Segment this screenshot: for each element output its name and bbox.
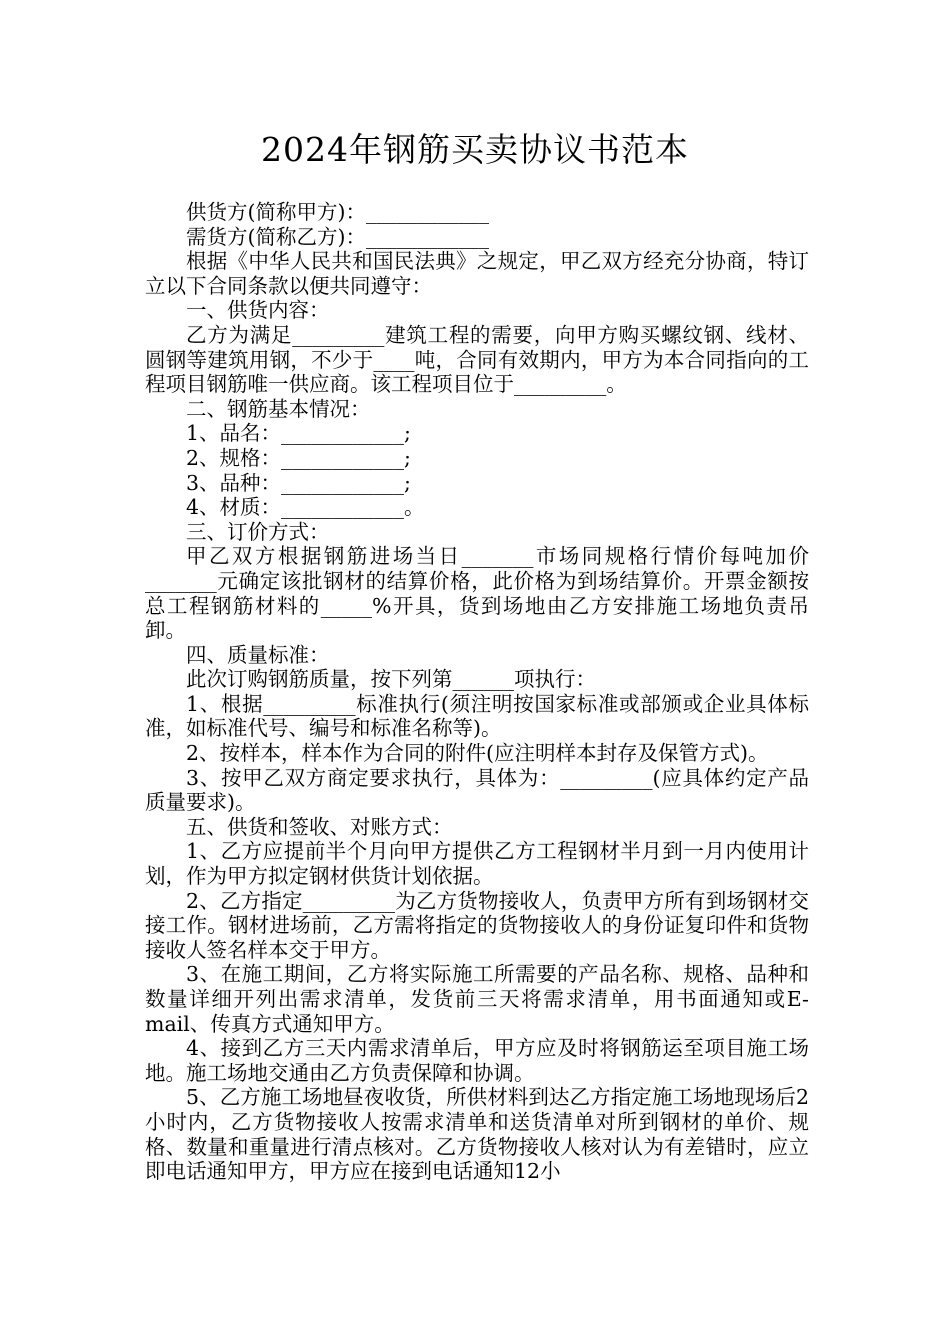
- paragraph: 此次订购钢筋质量，按下列第______项执行：: [186, 667, 596, 692]
- section-heading: 三、订价方式：: [186, 519, 330, 544]
- paragraph: 根据《中华人民共和国民法典》之规定，甲乙双方经充分协商，特订立以下合同条款以便共同遵守：: [145, 249, 809, 298]
- document-body: [145, 200, 809, 1184]
- list-item: 2、规格：____________;: [186, 445, 411, 470]
- list-item: 1、根据_________标准执行(须注明按国家标准或部颁或企业具体标准，如标准代号、编号和标准名称等)。: [145, 691, 809, 741]
- list-item: 3、按甲乙双方商定要求执行，具体为：_________(应具体约定产品质量要求)。: [145, 765, 809, 815]
- section-heading: 一、供货内容：: [186, 298, 330, 323]
- list-item: 2、按样本，样本作为合同的附件(应注明样本封存及保管方式)。: [186, 741, 769, 766]
- document-title: 2024年钢筋买卖协议书范本: [261, 130, 689, 169]
- list-item: 3、品种：____________;: [186, 470, 411, 495]
- section-heading: 二、钢筋基本情况：: [186, 396, 371, 421]
- paragraph: 甲乙双方根据钢筋进场当日_______市场同规格行情价每吨加价_______元确定该批钢材的结算价格，此价格为到场结算价。开票金额按总工程钢筋材料的_____%开具，货到场地由乙方安排施工场地负责吊卸。: [145, 544, 809, 643]
- section-heading: 四、质量标准：: [186, 642, 330, 667]
- list-item: 4、材质：____________。: [186, 495, 425, 520]
- list-item: 1、品名：____________;: [186, 421, 411, 446]
- list-item: 1、乙方应提前半个月向甲方提供乙方工程钢材半月到一月内使用计划，作为甲方拟定钢材供货计划依据。: [145, 839, 809, 889]
- list-item: 4、接到乙方三天内需求清单后，甲方应及时将钢筋运至项目施工场地。施工场地交通由乙方负责保障和协调。: [145, 1036, 809, 1085]
- paragraph: 乙方为满足_________建筑工程的需要，向甲方购买螺纹钢、线材、圆钢等建筑用钢，不少于____吨，合同有效期内，甲方为本合同指向的工程项目钢筋唯一供应商。该工程项目位于_________。: [145, 322, 809, 397]
- list-item: 3、在施工期间，乙方将实际施工所需要的产品名称、规格、品种和数量详细开列出需求清单，发货前三天将需求清单，用书面通知或E-mail、传真方式通知甲方。: [145, 962, 809, 1036]
- paragraph: 供货方(简称甲方)：____________: [186, 200, 489, 224]
- list-item: 2、乙方指定_________为乙方货物接收人，负责甲方所有到场钢材交接工作。钢材进场前，乙方需将指定的货物接收人的身份证复印件和货物接收人签名样本交于甲方。: [145, 888, 809, 962]
- section-heading: 五、供货和签收、对账方式：: [186, 814, 453, 839]
- list-item: 5、乙方施工场地昼夜收货，所供材料到达乙方指定施工场地现场后2小时内，乙方货物接收人按需求清单和送货清单对所到钢材的单价、规格、数量和重量进行清点核对。乙方货物接收人核对认为有差错时，应立即电话通知甲方，甲方应在接到电话通知12小: [145, 1085, 809, 1184]
- paragraph: 需货方(简称乙方)：____________: [186, 224, 489, 249]
